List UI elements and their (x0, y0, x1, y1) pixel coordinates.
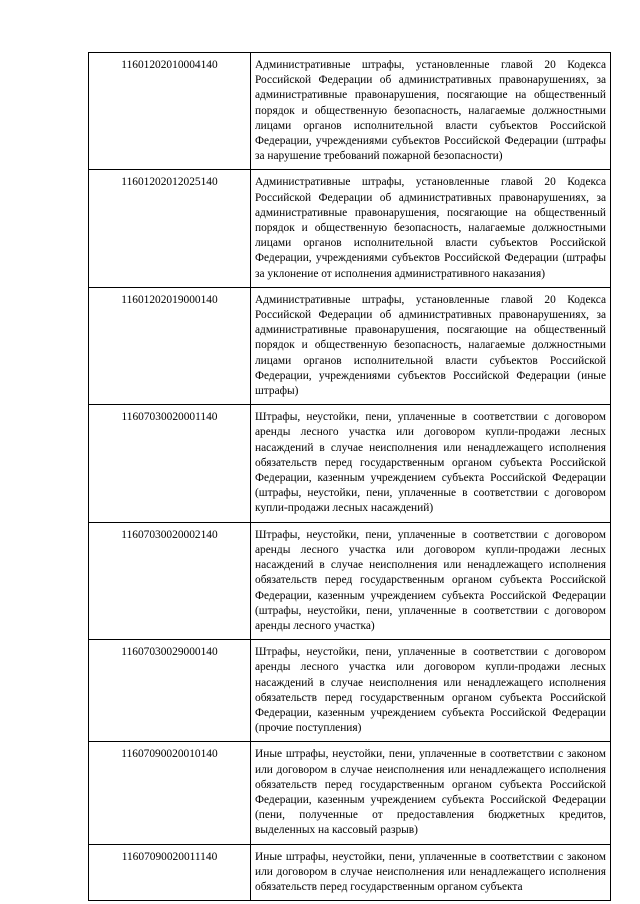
description-cell: Административные штрафы, установленные главой 20 Кодекса Российской Федерации об административных правонарушениях, за административные правонарушения, посягающие на общественный порядок и общественную безопасность, налагаемые должностными лицами органов исполнительной власти субъектов Российской Федерации, учреждениями субъектов Российской Федерации (штрафы за нарушение требований пожарной безопасности) (251, 53, 611, 170)
description-cell: Штрафы, неустойки, пени, уплаченные в соответствии с договором аренды лесного участка или договором купли-продажи лесных насаждений в случае неисполнения или ненадлежащего исполнения обязательств перед государственным органом субъекта Российской Федерации, казенным учреждением субъекта Российской Федерации (прочие поступления) (251, 640, 611, 742)
table-row (89, 405, 611, 522)
code-cell: 11607090020011140 (89, 844, 251, 901)
table-row (89, 287, 611, 404)
description-cell: Административные штрафы, установленные главой 20 Кодекса Российской Федерации об административных правонарушениях, за административные правонарушения, посягающие на общественный порядок и общественную безопасность, налагаемые должностными лицами органов исполнительной власти субъектов Российской Федерации, учреждениями субъектов Российской Федерации (штрафы за уклонение от исполнения административного наказания) (251, 170, 611, 287)
code-cell: 11601202010004140 (89, 53, 251, 170)
table-row (89, 522, 611, 639)
description-cell: Штрафы, неустойки, пени, уплаченные в соответствии с договором аренды лесного участка или договором купли-продажи лесных насаждений в случае неисполнения или ненадлежащего исполнения обязательств перед государственным органом субъекта Российской Федерации, казенным учреждением субъекта Российской Федерации (штрафы, неустойки, пени, уплаченные в соответствии с договором купли-продажи лесных насаждений) (251, 405, 611, 522)
table-row (89, 742, 611, 844)
code-cell: 11607090020010140 (89, 742, 251, 844)
table-body (89, 53, 611, 901)
code-cell: 11607030020002140 (89, 522, 251, 639)
table-row (89, 170, 611, 287)
description-cell: Административные штрафы, установленные главой 20 Кодекса Российской Федерации об административных правонарушениях, за административные правонарушения, посягающие на общественный порядок и общественную безопасность, налагаемые должностными лицами органов исполнительной власти субъектов Российской Федерации, учреждениями субъектов Российской Федерации (иные штрафы) (251, 287, 611, 404)
description-cell: Иные штрафы, неустойки, пени, уплаченные в соответствии с законом или договором в случае неисполнения или ненадлежащего исполнения обязательств перед государственным органом субъекта Российской Федерации, казенным учреждением субъекта Российской Федерации (пени, полученные от предоставления бюджетных кредитов, выделенных на кассовый разрыв) (251, 742, 611, 844)
table-row (89, 53, 611, 170)
table-row (89, 844, 611, 901)
budget-code-table (88, 52, 611, 901)
code-cell: 11607030020001140 (89, 405, 251, 522)
description-cell: Штрафы, неустойки, пени, уплаченные в соответствии с договором аренды лесного участка или договором купли-продажи лесных насаждений в случае неисполнения или ненадлежащего исполнения обязательств перед государственным органом субъекта Российской Федерации, казенным учреждением субъекта Российской Федерации (штрафы, неустойки, пени, уплаченные в соответствии с договором аренды лесного участка) (251, 522, 611, 639)
code-cell: 11607030029000140 (89, 640, 251, 742)
table-row (89, 640, 611, 742)
code-cell: 11601202019000140 (89, 287, 251, 404)
code-cell: 11601202012025140 (89, 170, 251, 287)
description-cell: Иные штрафы, неустойки, пени, уплаченные в соответствии с законом или договором в случае неисполнения или ненадлежащего исполнения обязательств перед государственным органом субъекта (251, 844, 611, 901)
